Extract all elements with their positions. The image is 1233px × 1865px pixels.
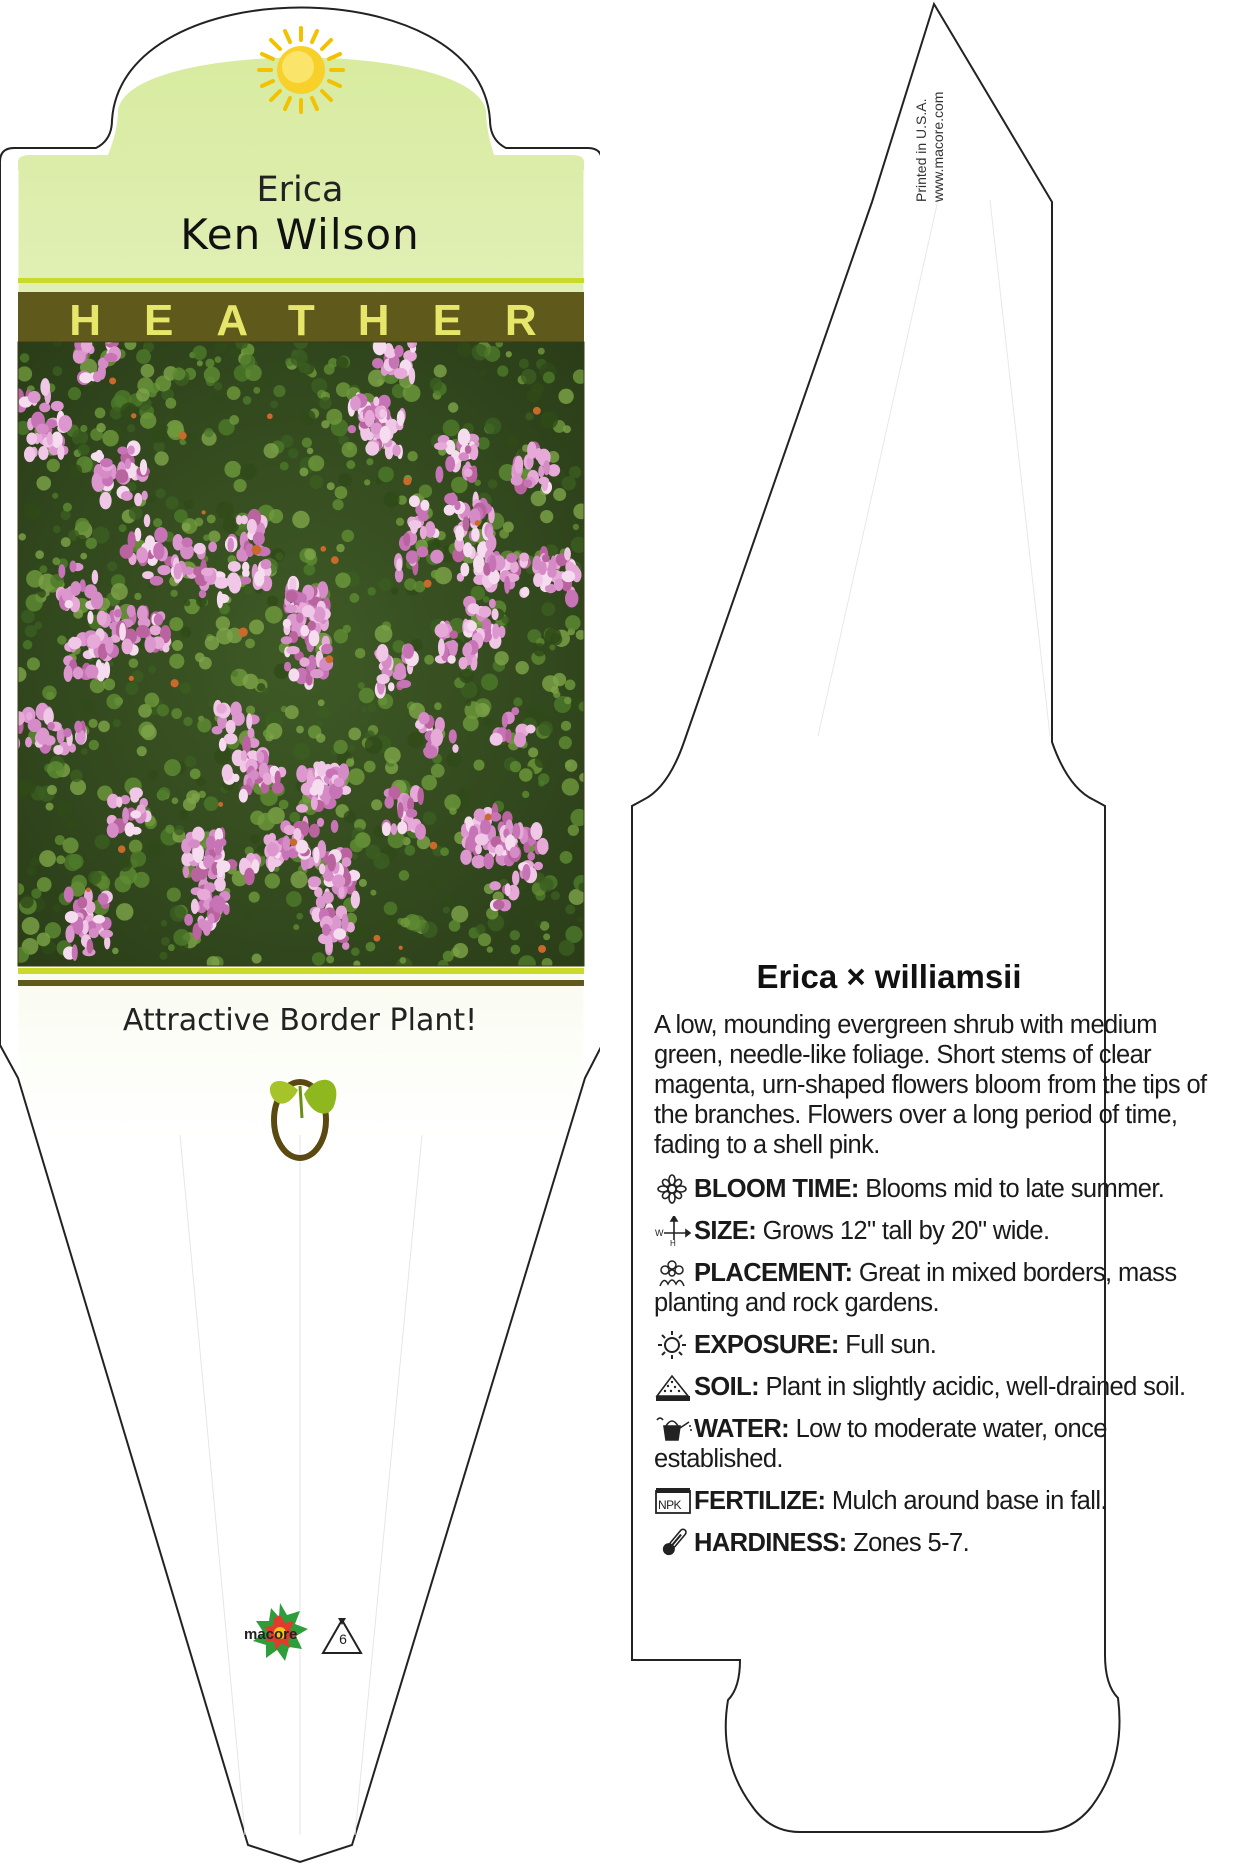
attribute-water [654,1414,1214,1474]
attribute-value: Mulch around base in fall. [825,1487,1107,1515]
website: www.macore.com [930,91,946,202]
sun-outline-icon [654,1330,694,1360]
attribute-label: EXPOSURE: [694,1331,839,1359]
attribute-placement [654,1258,1214,1318]
placement-icon [654,1258,694,1288]
attribute-value: Blooms mid to late summer. [858,1175,1165,1203]
printed-in: Printed in U.S.A. [913,98,929,202]
attribute-value: Full sun. [838,1331,937,1359]
attribute-size [654,1216,1214,1246]
soil-icon [654,1372,694,1402]
attribute-label: HARDINESS: [694,1529,847,1557]
attribute-value: Grows 12" tall by 20" wide. [756,1217,1050,1245]
attribute-hardiness [654,1528,1214,1558]
attribute-value: Zones 5-7. [846,1529,970,1557]
attribute-label: FERTILIZE: [694,1487,826,1515]
genus-name: Erica [256,170,344,210]
svg-text:H: H [670,1239,676,1246]
attribute-label: SOIL: [694,1373,759,1401]
plant-description: A low, mounding evergreen shrub with medium green, needle-like foliage. Short stems of clear magenta, urn-shaped flowers bloom from the tips of the branches. Flowers over a long period of time, fading to a shell pink. [654,1011,1207,1159]
tagline: Attractive Border Plant! [122,1003,478,1038]
attribute-bloom-time [654,1174,1214,1204]
attribute-soil [654,1372,1214,1402]
svg-text:W: W [655,1228,663,1238]
botanical-name: Erica × williamsii [756,958,1022,995]
attribute-fertilize [654,1486,1214,1516]
recycle-number: 6 [339,1631,347,1647]
attribute-label: WATER: [694,1415,790,1443]
common-name: HEATHER [69,296,580,345]
attribute-value: Low to moderate water, once established. [654,1415,1107,1473]
back-content [654,958,1214,1570]
attribute-value: Great in mixed borders, mass planting and rock gardens. [654,1259,1177,1317]
brand-name: macore [244,1626,298,1643]
thermometer-icon [654,1528,694,1558]
attribute-exposure [654,1330,1214,1360]
watering-can-icon [654,1414,694,1444]
attribute-label: BLOOM TIME: [694,1175,859,1203]
attribute-list [654,1174,1214,1558]
cultivar-name: Ken Wilson [180,210,420,259]
flower-icon [654,1174,694,1204]
svg-text:NPK: NPK [658,1498,681,1512]
attribute-label: PLACEMENT: [694,1259,853,1287]
printer-credit [913,92,947,202]
attribute-label: SIZE: [694,1217,757,1245]
size-arrows-icon [654,1216,694,1246]
attribute-value: Plant in slightly acidic, well-drained soil. [759,1373,1186,1401]
npk-icon [654,1486,694,1516]
